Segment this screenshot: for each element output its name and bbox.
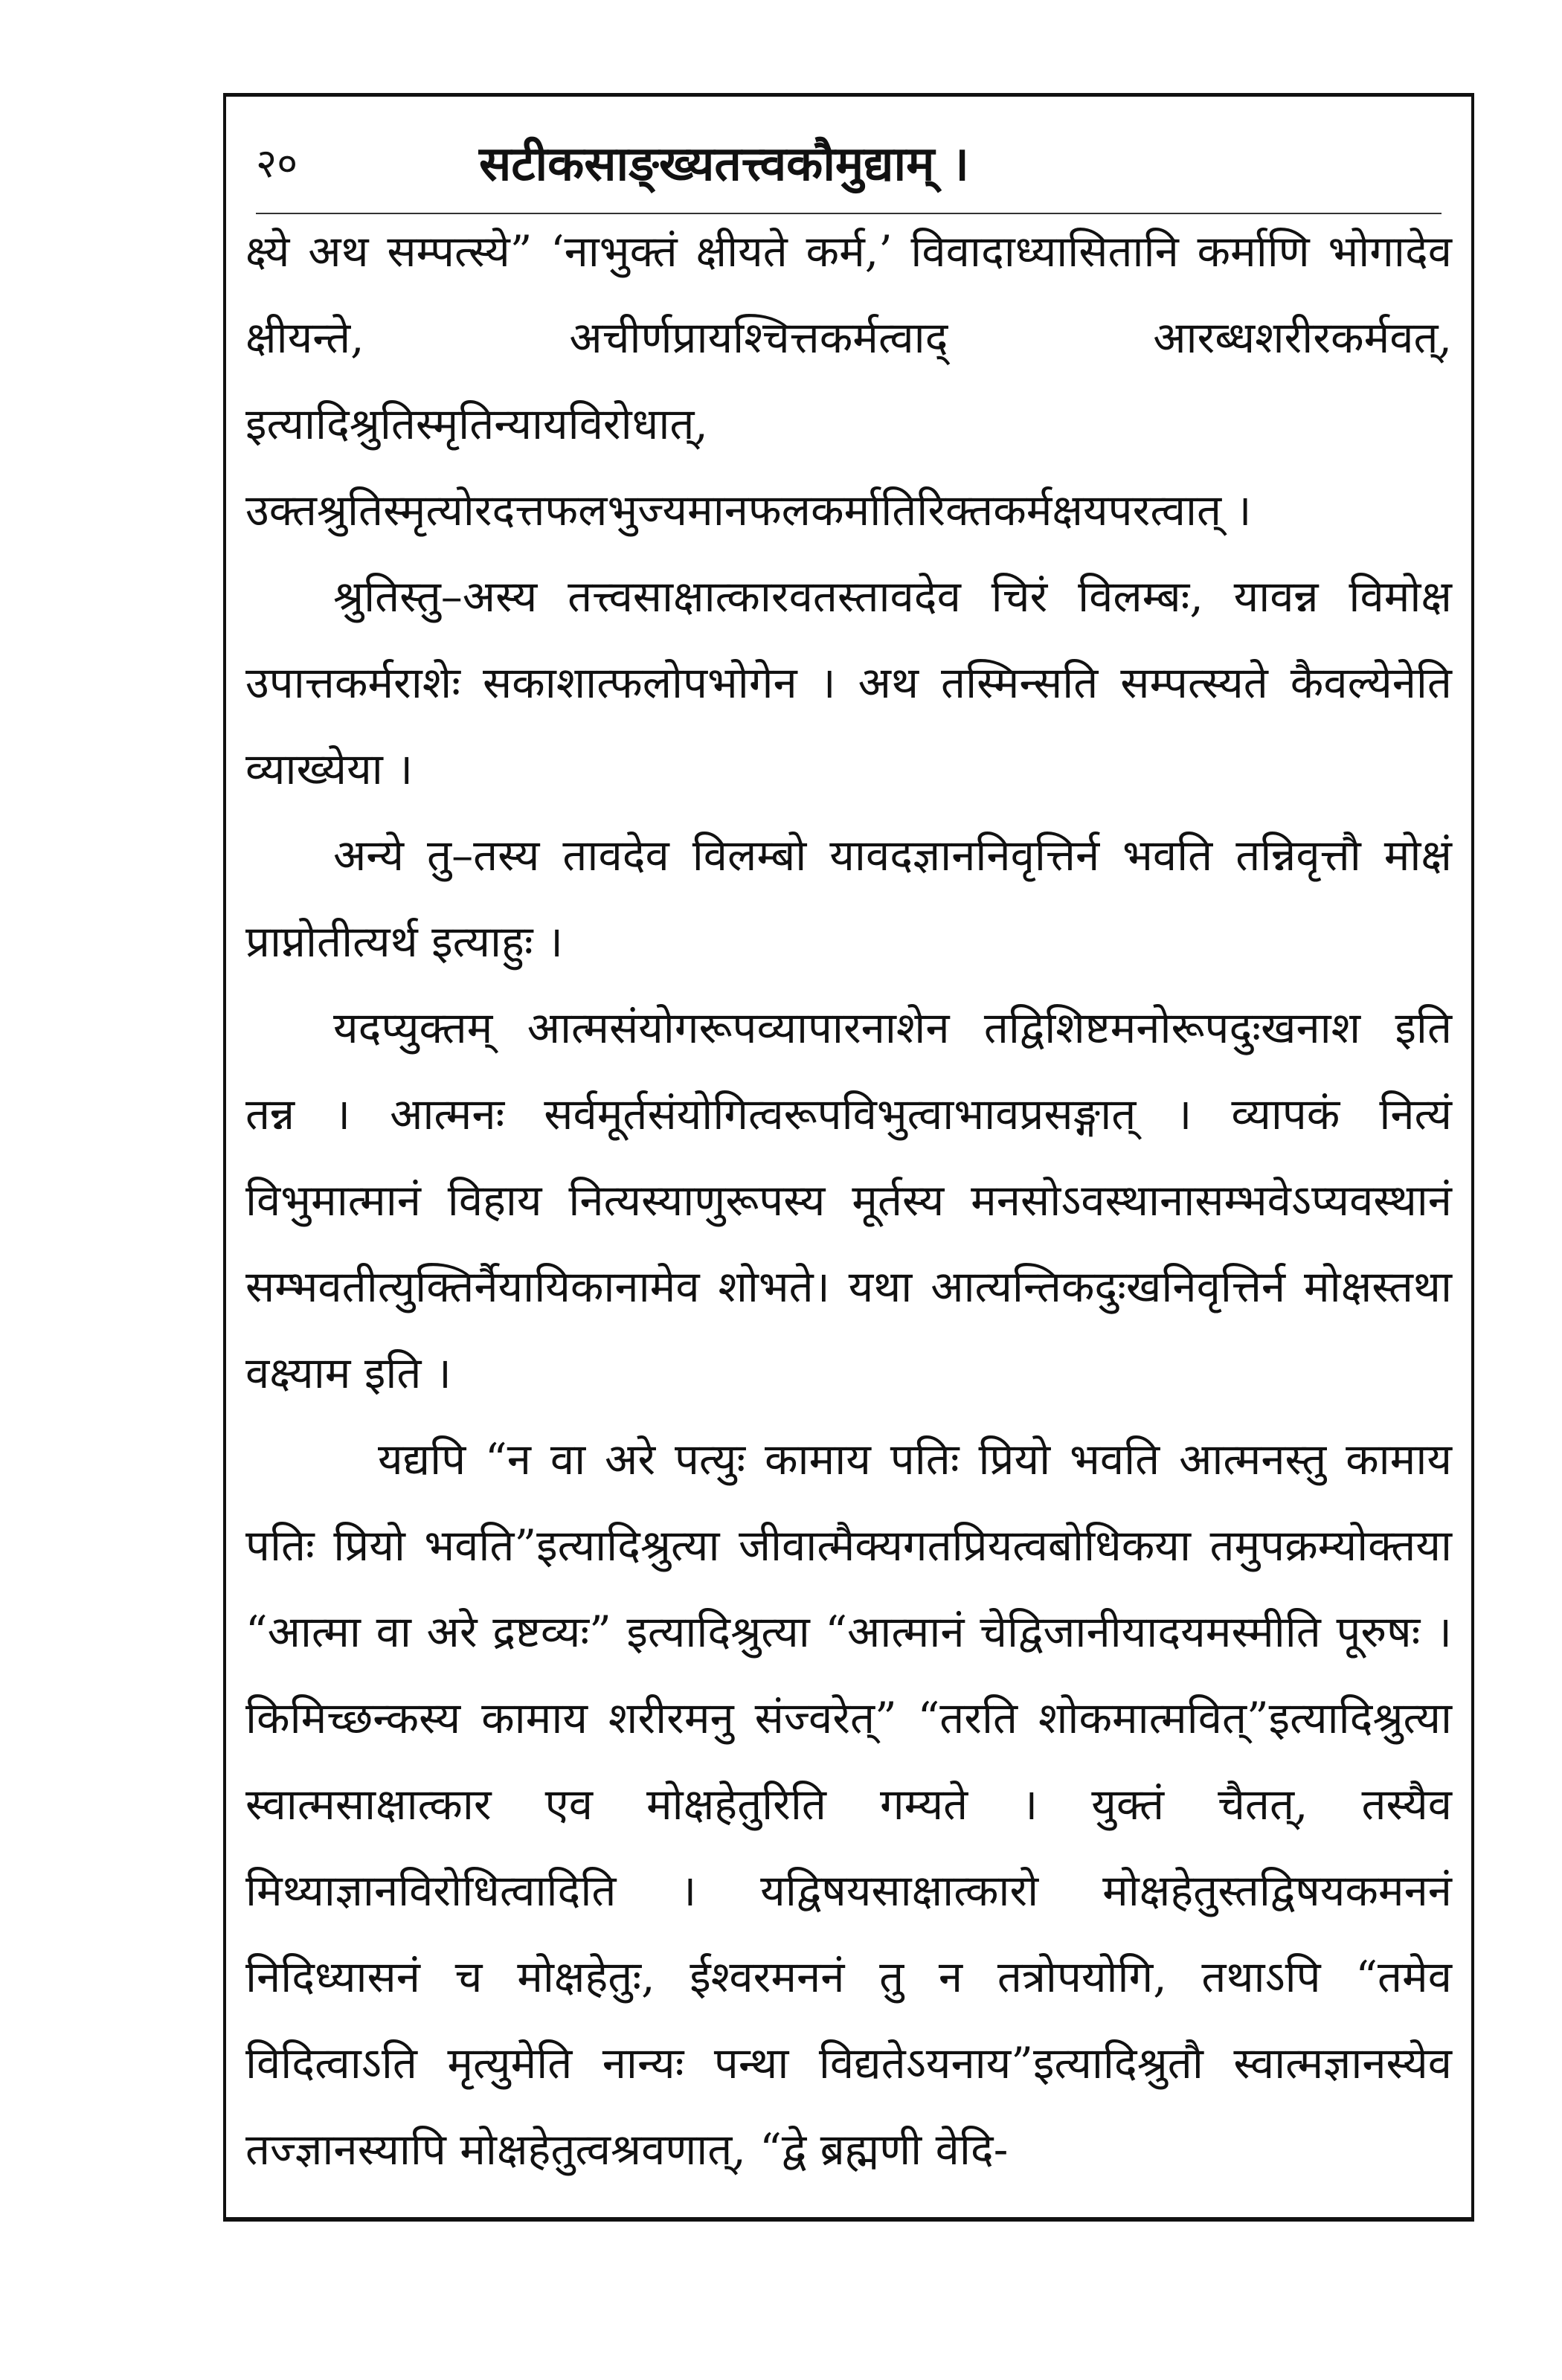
paragraph-anye: अन्ये तु–तस्य तावदेव विलम्बो यावदज्ञाननिवृत्तिर्न भवति तन्निवृत्तौ मोक्षं प्राप्नोतीत्यर्थ इत्याहुः ।: [245, 830, 1452, 967]
paragraph-yadapyuktam: यदप्युक्तम् आत्मसंयोगरूपव्यापारनाशेन तद्विशिष्टमनोरूपदुःखनाश इति तन्न । आत्मनः सर्वमूर्तसंयोगित्वरूपविभुत्वाभावप्रसङ्गात् । व्यापकं नित्यं विभुमात्मानं विहाय नित्यस्याणुरूपस्य मूर्तस्य मनसोऽवस्थानासम्भवेऽप्यवस्थानं सम्भवतीत्युक्तिर्नैयायिकानामेव शोभते। यथा आत्यन्तिकदुःखनिवृत्तिर्न मोक्षस्तथा वक्ष्याम इति ।: [245, 1003, 1452, 1398]
page-header: [256, 119, 1442, 201]
body-text: [245, 208, 1452, 2193]
running-title: सटीकसाङ्ख्यतत्त्वकौमुद्याम् ।: [479, 136, 969, 192]
paragraph-shruti: श्रुतिस्तु–अस्य तत्त्वसाक्षात्कारवतस्तावदेव चिरं विलम्बः, यावन्न विमोक्ष उपात्तकर्मराशेः सकाशात्फलोपभोगेन । अथ तस्मिन्सति सम्पत्स्यते कैवल्येनेति व्याख्येया ।: [245, 571, 1452, 794]
paragraph-continuation: क्ष्ये अथ सम्पत्स्ये” ‘नाभुक्तं क्षीयते कर्म,’ विवादाध्यासितानि कर्माणि भोगादेव क्षीयन्ते, अचीर्णप्रायश्चित्तकर्मत्वाद् आरब्धशरीरकर्मवत्, इत्यादिश्रुतिस्मृतिन्यायविरोधात्, उक्तश्रुतिस्मृत्योरदत्तफलभुज्यमानफलकर्मातिरिक्तकर्मक्षयपरत्वात् ।: [245, 226, 1452, 536]
page-number: २०: [256, 140, 298, 187]
paragraph-yadyapi: यद्यपि “न वा अरे पत्युः कामाय पतिः प्रियो भवति आत्मनस्तु कामाय पतिः प्रियो भवति”इत्यादिश्रुत्या जीवात्मैक्यगतप्रियत्वबोधिकया तमुपक्रम्योक्तया “आत्मा वा अरे द्रष्टव्यः” इत्यादिश्रुत्या “आत्मानं चेद्विजानीयादयमस्मीति पूरुषः । किमिच्छन्कस्य कामाय शरीरमनु संज्वरेत्” “तरति शोकमात्मवित्”इत्यादिश्रुत्या स्वात्मसाक्षात्कार एव मोक्षहेतुरिति गम्यते । युक्तं चैतत्, तस्यैव मिथ्याज्ञानविरोधित्वादिति । यद्विषयसाक्षात्कारो मोक्षहेतुस्तद्विषयकमननं निदिध्यासनं च मोक्षहेतुः, ईश्वरमननं तु न तत्रोपयोगि, तथाऽपि “तमेव विदित्वाऽति मृत्युमेति नान्यः पन्था विद्यतेऽयनाय”इत्यादिश्रुतौ स्वात्मज्ञानस्येव तज्ज्ञानस्यापि मोक्षहेतुत्वश्रवणात्, “द्वे ब्रह्मणी वेदि-: [245, 1434, 1452, 2175]
page-frame: [223, 93, 1474, 2222]
